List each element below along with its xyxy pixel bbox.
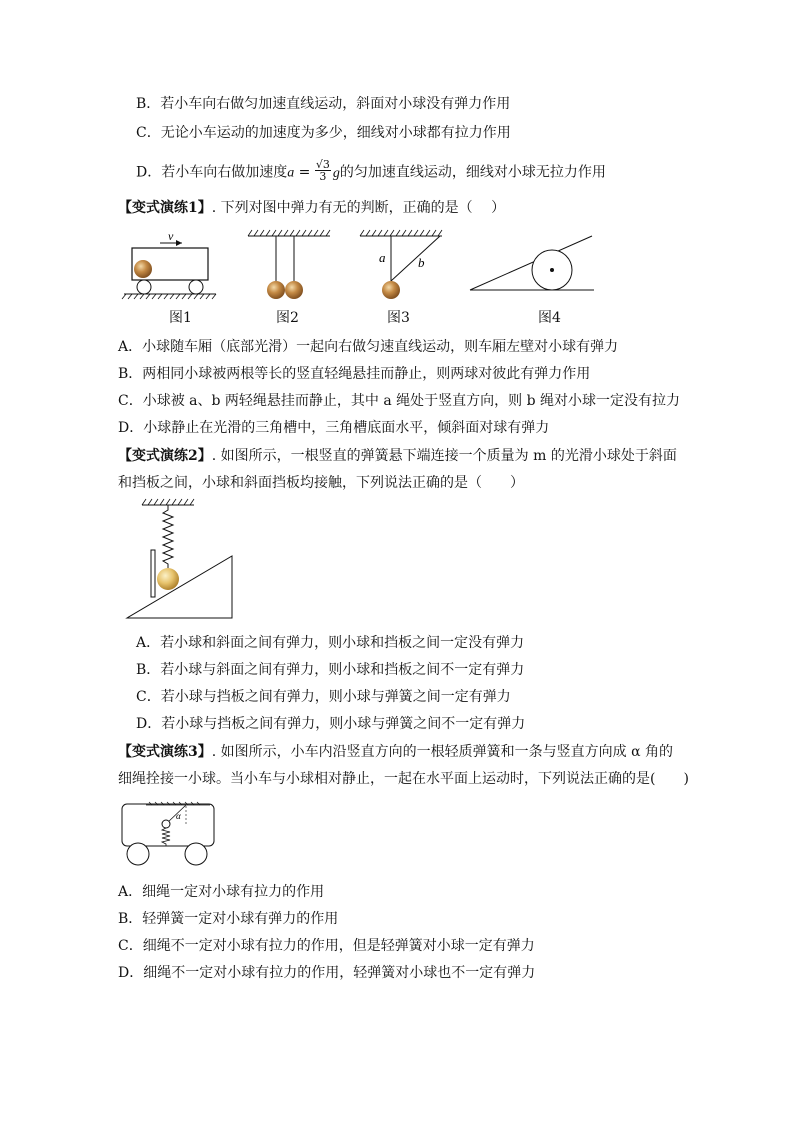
q2-ball <box>157 568 179 590</box>
q2-option-b: B．若小球与斜面之间有弹力，则小球和挡板之间不一定有弹力 <box>136 662 525 678</box>
caption-fig4: 图4 <box>538 310 561 326</box>
q2-option-d: D．若小球与挡板之间有弹力，则小球与弹簧之间不一定有弹力 <box>136 716 526 732</box>
figure-1-cart <box>120 224 220 304</box>
figure-4-triangle-groove <box>466 228 596 298</box>
q1-option-c: C．小球被 a、b 两轻绳悬挂而静止，其中 a 绳处于竖直方向，则 b 绳对小球一定没有拉力 <box>118 393 681 409</box>
figure-q2-spring-slope <box>124 498 238 622</box>
q3-option-a: A．细绳一定对小球有拉力的作用 <box>118 884 325 900</box>
q3-stem-line2: 细绳拴接一小球。当小车与小球相对静止，一起在水平面上运动时，下列说法正确的是( ) <box>118 771 689 787</box>
fig3-label-a: a <box>379 250 386 265</box>
fig3-label-b: b <box>418 255 425 270</box>
q1-stem: 【变式演练1】. 下列对图中弹力有无的判断，正确的是（ ） <box>118 200 506 216</box>
caption-fig3: 图3 <box>387 310 410 326</box>
fraction-sqrt3-over-3: $\frac{√3}{3}$ <box>315 158 330 183</box>
figure-2-two-balls <box>244 228 334 304</box>
q0-option-c: C．无论小车运动的加速度为多少，细线对小球都有拉力作用 <box>136 125 511 141</box>
q2-option-c: C．若小球与挡板之间有弹力，则小球与弹簧之间一定有弹力 <box>136 689 511 705</box>
q3-option-d: D．细绳不一定对小球有拉力的作用，轻弹簧对小球也不一定有弹力 <box>118 965 536 981</box>
fig3-ball <box>382 281 400 299</box>
caption-fig1: 图1 <box>169 310 192 326</box>
figure-q3-cart-spring <box>118 796 218 870</box>
q3-option-b: B．轻弹簧一定对小球有弹力的作用 <box>118 911 339 927</box>
q0-option-d: D．若小车向右做加速度a = $\frac{√3}{3}$ g的匀加速直线运动，细线对小球无拉力作用 <box>136 158 606 183</box>
q3-option-c: C．细绳不一定对小球有拉力的作用，但是轻弹簧对小球一定有弹力 <box>118 938 535 954</box>
fig1-velocity-label: v <box>168 229 174 243</box>
q0-option-b: B．若小车向右做匀加速直线运动，斜面对小球没有弹力作用 <box>136 96 511 112</box>
q2-stem-line1: 【变式演练2】. 如图所示，一根竖直的弹簧悬下端连接一个质量为 m 的光滑小球处于斜面 <box>118 448 677 464</box>
fig-q3-alpha: α <box>176 811 181 821</box>
fig1-ball <box>134 260 152 278</box>
q2-option-a: A．若小球和斜面之间有弹力，则小球和挡板之间一定没有弹力 <box>136 635 525 651</box>
q1-option-b: B．两相同小球被两根等长的竖直轻绳悬挂而静止，则两球对彼此有弹力作用 <box>118 366 591 382</box>
q3-stem-line1: 【变式演练3】. 如图所示，小车内沿竖直方向的一根轻质弹簧和一条与竖直方向成 α 角的 <box>118 744 674 760</box>
q1-option-a: A．小球随车厢（底部光滑）一起向右做匀速直线运动，则车厢左壁对小球有弹力 <box>118 339 619 355</box>
figure-3-two-ropes <box>356 228 446 304</box>
fig2-ball-right <box>285 281 303 299</box>
fig2-ball-left <box>267 281 285 299</box>
caption-fig2: 图2 <box>276 310 299 326</box>
q2-stem-line2: 和挡板之间，小球和斜面挡板均接触，下列说法正确的是（ ） <box>118 475 524 491</box>
q1-option-d: D．小球静止在光滑的三角槽中，三角槽底面水平，倾斜面对球有弹力 <box>118 420 550 436</box>
